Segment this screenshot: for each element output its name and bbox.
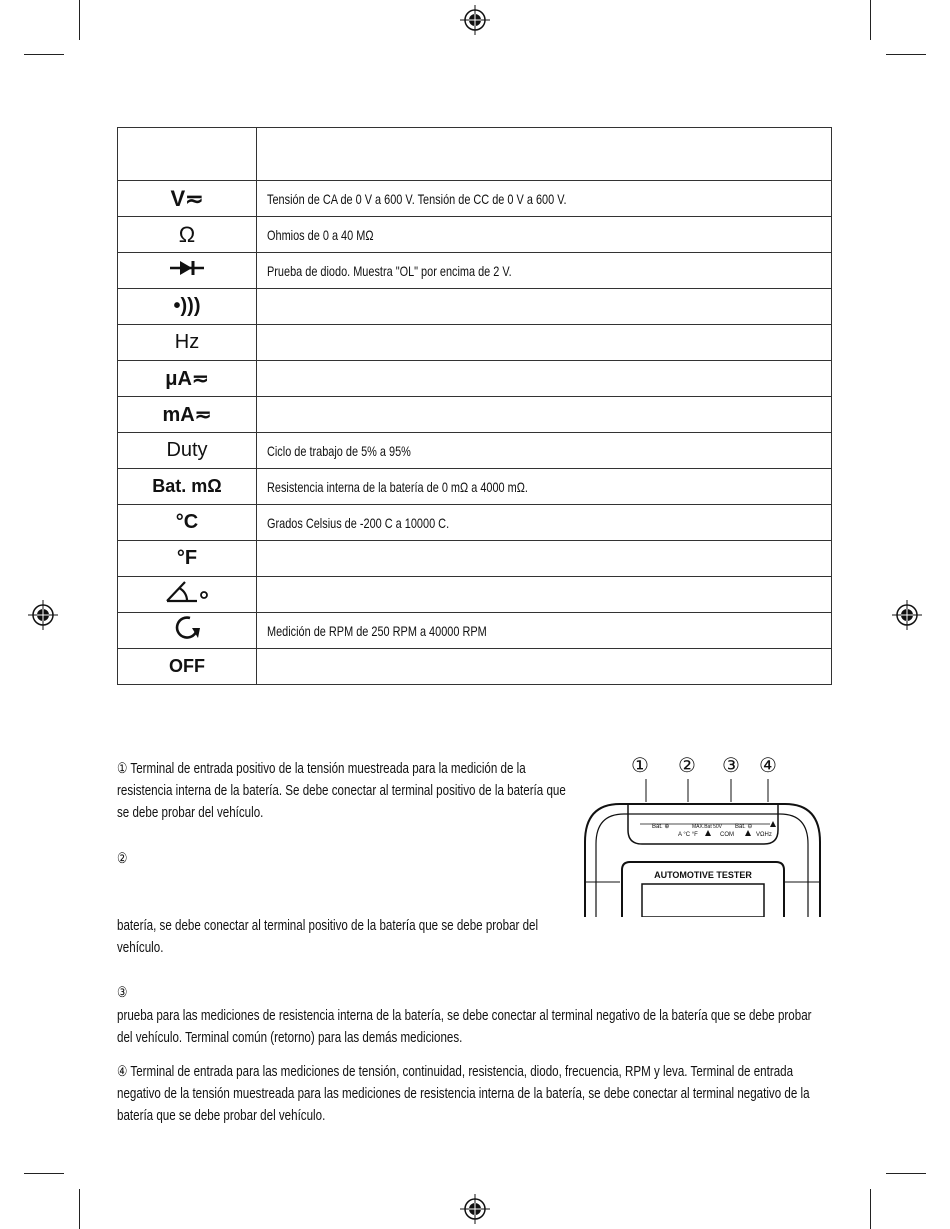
table-row bbox=[118, 505, 832, 541]
device-illustration bbox=[580, 752, 840, 917]
table-row bbox=[118, 433, 832, 469]
battery-resistance-icon: Bat. mΩ bbox=[118, 469, 257, 505]
row-description: Medición de RPM de 250 RPM a 40000 RPM bbox=[257, 613, 832, 649]
table-row bbox=[118, 181, 832, 217]
table-row bbox=[118, 613, 832, 649]
ohm-icon: Ω bbox=[118, 217, 257, 253]
table-row bbox=[118, 649, 832, 685]
device-number-4: ④ bbox=[759, 753, 777, 777]
crop-mark-top-right-h bbox=[886, 54, 926, 55]
frequency-icon: Hz bbox=[118, 325, 257, 361]
row-description: Ohmios de 0 a 40 MΩ bbox=[257, 217, 832, 253]
terminal-3-line-1: prueba para las mediciones de resistencia interna de la batería, se debe conectar al terminal negativo de la batería que se debe probar bbox=[117, 1008, 812, 1024]
continuity-icon: •))) bbox=[118, 289, 257, 325]
off-icon: OFF bbox=[118, 649, 257, 685]
registration-mark-icon bbox=[892, 600, 922, 630]
crop-mark-top-right-v bbox=[870, 0, 871, 40]
crop-mark-bottom-left-h bbox=[24, 1173, 64, 1174]
terminal-1-line-2: resistencia interna de la batería. Se debe conectar al terminal positivo de la batería que bbox=[117, 783, 566, 799]
row-description bbox=[257, 325, 832, 361]
table-header-row bbox=[118, 128, 832, 181]
table-row bbox=[118, 397, 832, 433]
table-row bbox=[118, 361, 832, 397]
table-row bbox=[118, 253, 832, 289]
terminal-4-paragraph bbox=[117, 1061, 950, 1127]
row-description: Ciclo de trabajo de 5% a 95% bbox=[257, 433, 832, 469]
device-number-3: ③ bbox=[722, 753, 740, 777]
terminal-4-line-3: batería que se debe probar del vehículo. bbox=[117, 1108, 326, 1124]
milliamp-icon: mA≂ bbox=[118, 397, 257, 433]
terminal-1-line-3: se debe probar del vehículo. bbox=[117, 805, 264, 821]
voltage-icon: V≂ bbox=[118, 181, 257, 217]
terminal-2-line-2: vehículo. bbox=[117, 940, 164, 956]
header-symbol-cell bbox=[118, 128, 257, 181]
screen-label: AUTOMOTIVE TESTER bbox=[654, 870, 752, 880]
row-description bbox=[257, 649, 832, 685]
row-description: Tensión de CA de 0 V a 600 V. Tensión de CC de 0 V a 600 V. bbox=[257, 181, 832, 217]
row-description: Grados Celsius de -200 C a 10000 C. bbox=[257, 505, 832, 541]
terminal-2-paragraph bbox=[117, 915, 643, 959]
table-row bbox=[118, 577, 832, 613]
row-description bbox=[257, 541, 832, 577]
registration-mark-icon bbox=[460, 5, 490, 35]
header-description-cell bbox=[257, 128, 832, 181]
duty-icon: Duty bbox=[118, 433, 257, 469]
row-description bbox=[257, 397, 832, 433]
table-row bbox=[118, 469, 832, 505]
registration-mark-icon bbox=[28, 600, 58, 630]
table-row bbox=[118, 325, 832, 361]
row-description bbox=[257, 577, 832, 613]
terminal-3-paragraph bbox=[117, 1005, 950, 1049]
table-row bbox=[118, 289, 832, 325]
crop-mark-top-left-v bbox=[79, 0, 80, 40]
crop-mark-bottom-right-h bbox=[886, 1173, 926, 1174]
row-description bbox=[257, 361, 832, 397]
terminal-2-marker: ② bbox=[117, 851, 128, 867]
device-number-2: ② bbox=[678, 753, 696, 777]
terminal-3-line-2: del vehículo. Terminal común (retorno) para las demás mediciones. bbox=[117, 1030, 463, 1046]
row-description bbox=[257, 289, 832, 325]
rpm-icon bbox=[118, 613, 257, 649]
crop-mark-bottom-right-v bbox=[870, 1189, 871, 1229]
celsius-icon: °C bbox=[118, 505, 257, 541]
port-label-a-temp: A °C °F bbox=[678, 832, 698, 838]
terminal-3-marker: ③ bbox=[117, 985, 128, 1001]
table-row bbox=[118, 217, 832, 253]
device-number-1: ① bbox=[631, 753, 649, 777]
diode-icon bbox=[118, 253, 257, 289]
port-label-vohz: VΩHz bbox=[756, 832, 772, 838]
registration-mark-icon bbox=[460, 1194, 490, 1224]
port-label-com: COM bbox=[720, 832, 734, 838]
crop-mark-top-left-h bbox=[24, 54, 64, 55]
port-label-max-bat: MAX.Bat 50V bbox=[692, 824, 723, 830]
terminal-1-line-1: ① Terminal de entrada positivo de la tensión muestreada para la medición de la bbox=[117, 761, 526, 777]
table-row bbox=[118, 541, 832, 577]
row-description: Resistencia interna de la batería de 0 mΩ a 4000 mΩ. bbox=[257, 469, 832, 505]
terminal-4-line-2: negativo de la tensión muestreada para las mediciones de resistencia interna de la batería, se debe conectar al terminal negativo de la bbox=[117, 1086, 810, 1102]
function-table bbox=[117, 127, 832, 685]
terminal-4-line-1: ④ Terminal de entrada para las mediciones de tensión, continuidad, resistencia, diodo, frecuencia, RPM y leva. Terminal de entrada bbox=[117, 1064, 794, 1080]
row-description: Prueba de diodo. Muestra "OL" por encima de 2 V. bbox=[257, 253, 832, 289]
crop-mark-bottom-left-v bbox=[79, 1189, 80, 1229]
port-label-bat-plus: Bat. ⊕ bbox=[652, 824, 670, 830]
dwell-angle-icon bbox=[118, 577, 257, 613]
microamp-icon: μA≂ bbox=[118, 361, 257, 397]
port-label-bat-minus: Bat. ⊖ bbox=[735, 824, 753, 830]
terminal-2-line-1: batería, se debe conectar al terminal positivo de la batería que se debe probar del bbox=[117, 918, 539, 934]
fahrenheit-icon: °F bbox=[118, 541, 257, 577]
